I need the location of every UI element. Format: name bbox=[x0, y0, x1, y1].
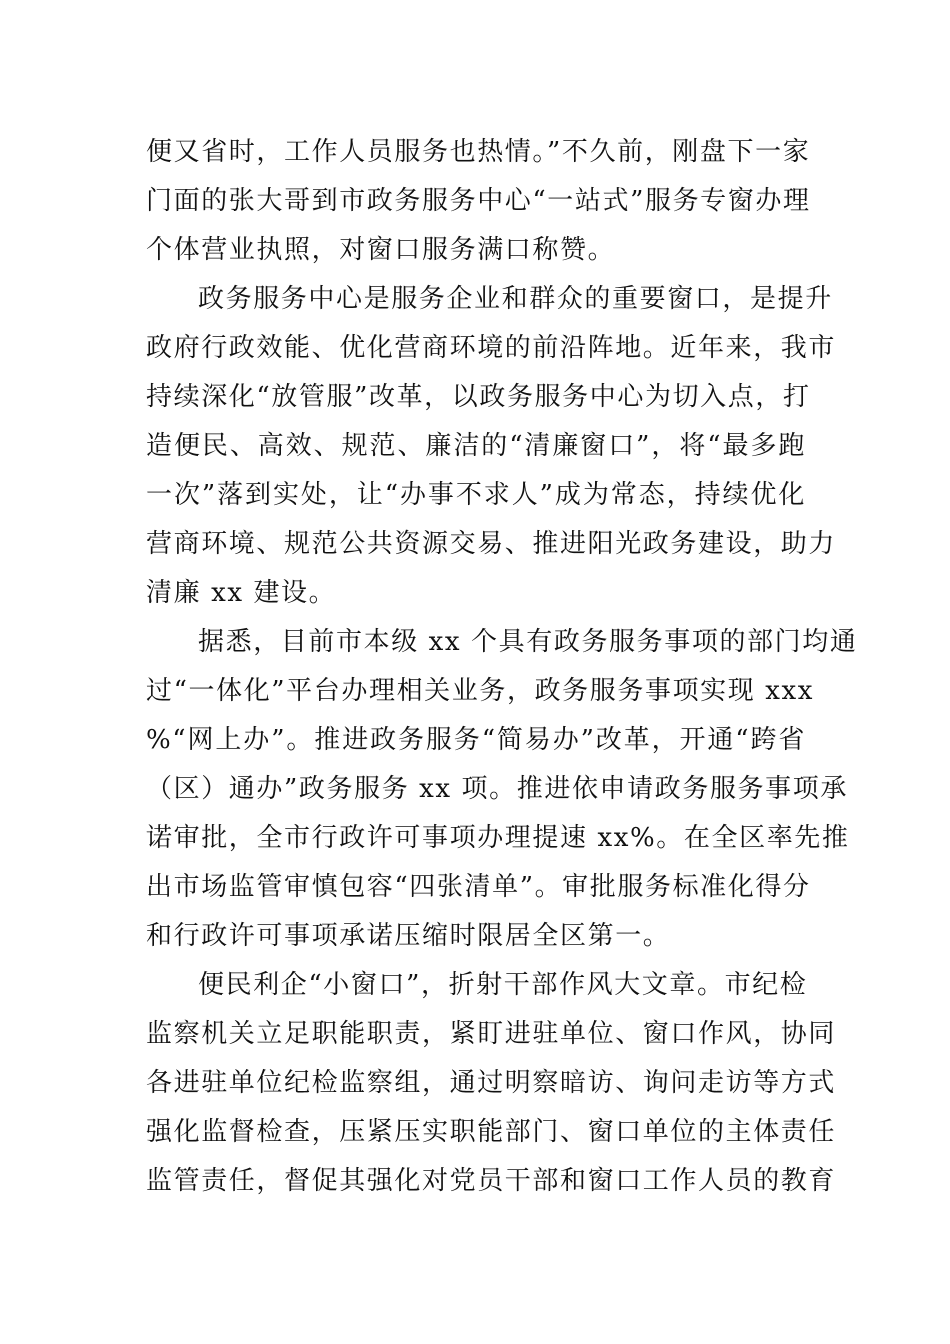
text-line: 门面的张大哥到市政务服务中心“一站式”服务专窗办理 bbox=[146, 186, 811, 216]
text-line: 监管责任，督促其强化对党员干部和窗口工作人员的教育 bbox=[146, 1166, 837, 1196]
text-line: 个体营业执照，对窗口服务满口称赞。 bbox=[146, 235, 616, 265]
text-line: 便民利企“小窗口”，折射干部作风大文章。市纪检 bbox=[198, 970, 808, 1000]
text-line: 各进驻单位纪检监察组，通过明察暗访、询问走访等方式 bbox=[146, 1068, 837, 1098]
text-line: 便又省时，工作人员服务也热情。”不久前，刚盘下一家 bbox=[146, 137, 811, 167]
text-line: 据悉，目前市本级 xx 个具有政务服务事项的部门均通 bbox=[198, 627, 858, 657]
paragraph-4 bbox=[146, 961, 837, 1206]
text-line: 强化监督检查，压紧压实职能部门、窗口单位的主体责任 bbox=[146, 1117, 837, 1147]
text-line: %“网上办”。推进政务服务“简易办”改革，开通“跨省 bbox=[146, 725, 806, 755]
text-line: 清廉 xx 建设。 bbox=[146, 578, 337, 608]
text-line: 营商环境、规范公共资源交易、推进阳光政务建设，助力 bbox=[146, 529, 837, 559]
text-line: 一次”落到实处，让“办事不求人”成为常态，持续优化 bbox=[146, 480, 806, 510]
text-line: 政府行政效能、优化营商环境的前沿阵地。近年来，我市 bbox=[146, 333, 837, 363]
body-text bbox=[146, 128, 858, 1206]
paragraph-3 bbox=[146, 618, 858, 961]
text-line: 诺审批，全市行政许可事项办理提速 xx%。在全区率先推 bbox=[146, 823, 850, 853]
text-line: 持续深化“放管服”改革，以政务服务中心为切入点，打 bbox=[146, 382, 811, 412]
text-line: 政务服务中心是服务企业和群众的重要窗口，是提升 bbox=[198, 284, 833, 314]
paragraph-1 bbox=[146, 128, 811, 275]
text-line: 和行政许可事项承诺压缩时限居全区第一。 bbox=[146, 921, 671, 951]
text-line: （区）通办”政务服务 xx 项。推进依申请政务服务事项承 bbox=[146, 774, 848, 804]
text-line: 过“一体化”平台办理相关业务，政务服务事项实现 xxx bbox=[146, 676, 815, 706]
text-line: 造便民、高效、规范、廉洁的“清廉窗口”，将“最多跑 bbox=[146, 431, 806, 461]
text-line: 出市场监管审慎包容“四张清单”。审批服务标准化得分 bbox=[146, 872, 811, 902]
paragraph-2 bbox=[146, 275, 837, 618]
text-line: 监察机关立足职能职责，紧盯进驻单位、窗口作风，协同 bbox=[146, 1019, 837, 1049]
